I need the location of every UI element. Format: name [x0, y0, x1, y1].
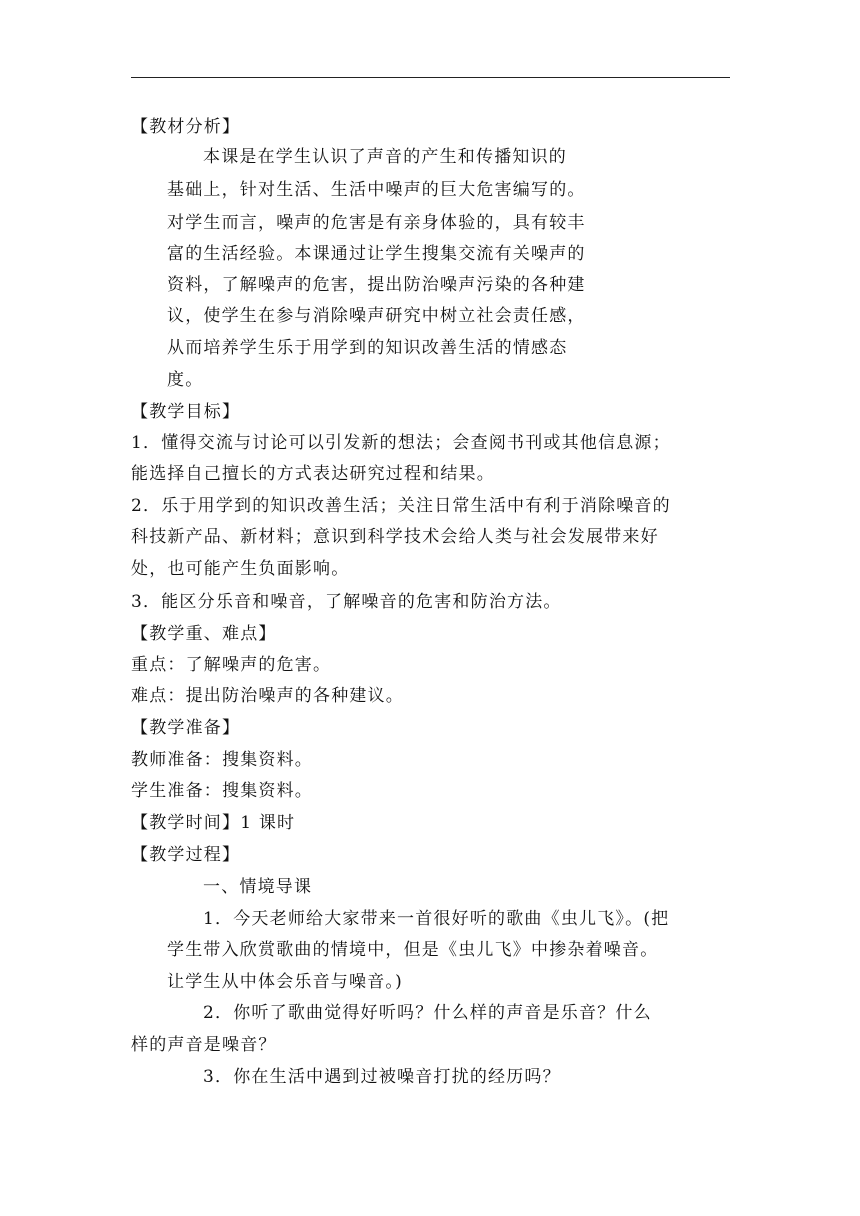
key-point: 重点：了解噪声的危害。 [131, 655, 332, 675]
objectives-line-5: 处，也可能产生负面影响。 [131, 559, 350, 579]
analysis-line-1: 本课是在学生认识了声音的产生和传播知识的 [203, 147, 567, 167]
section-heading-analysis: 【教材分析】 [131, 117, 241, 137]
section-heading-process: 【教学过程】 [131, 845, 241, 865]
section-heading-time: 【教学时间】 [131, 813, 241, 833]
section-heading-key-points: 【教学重、难点】 [131, 624, 277, 644]
objectives-line-3: 2．乐于用学到的知识改善生活；关注日常生活中有利于消除噪音的 [131, 496, 671, 516]
section-time [131, 813, 295, 833]
difficult-point: 难点：提出防治噪声的各种建议。 [131, 686, 404, 706]
analysis-line-7: 从而培养学生乐于用学到的知识改善生活的情感态 [167, 338, 568, 358]
analysis-line-6: 议，使学生在参与消除噪声研究中树立社会责任感， [167, 306, 586, 326]
process-line-4: 让学生从中体会乐音与噪音。) [167, 972, 403, 992]
time-value: 1 课时 [240, 813, 296, 833]
objectives-line-1: 1．懂得交流与讨论可以引发新的想法；会查阅书刊或其他信息源； [131, 433, 671, 453]
objectives-line-4: 科技新产品、新材料；意识到科学技术会给人类与社会发展带来好 [131, 527, 659, 547]
header-rule [131, 77, 730, 78]
process-line-2: 1．今天老师给大家带来一首很好听的歌曲《虫儿飞》。(把 [203, 909, 670, 929]
objectives-line-2: 能选择自己擅长的方式表达研究过程和结果。 [131, 464, 495, 484]
process-line-3: 学生带入欣赏歌曲的情境中，但是《虫儿飞》中掺杂着噪音。 [167, 940, 659, 960]
process-line-6: 样的声音是噪音？ [131, 1035, 277, 1055]
analysis-line-4: 富的生活经验。本课通过让学生搜集交流有关噪声的 [167, 244, 586, 264]
student-preparation: 学生准备：搜集资料。 [131, 781, 313, 801]
section-heading-preparation: 【教学准备】 [131, 718, 241, 738]
analysis-line-8: 度。 [167, 370, 204, 390]
process-line-1: 一、情境导课 [203, 877, 313, 897]
objectives-line-6: 3．能区分乐音和噪音，了解噪音的危害和防治方法。 [131, 592, 562, 612]
process-line-5: 2．你听了歌曲觉得好听吗？什么样的声音是乐音？什么 [203, 1003, 652, 1023]
teacher-preparation: 教师准备：搜集资料。 [131, 750, 313, 770]
analysis-line-5: 资料，了解噪声的危害，提出防治噪声污染的各种建 [167, 275, 586, 295]
process-line-7: 3．你在生活中遇到过被噪音打扰的经历吗？ [203, 1067, 561, 1087]
section-heading-objectives: 【教学目标】 [131, 402, 241, 422]
analysis-line-3: 对学生而言，噪声的危害是有亲身体验的，具有较丰 [167, 213, 586, 233]
analysis-line-2: 基础上，针对生活、生活中噪声的巨大危害编写的。 [167, 180, 586, 200]
